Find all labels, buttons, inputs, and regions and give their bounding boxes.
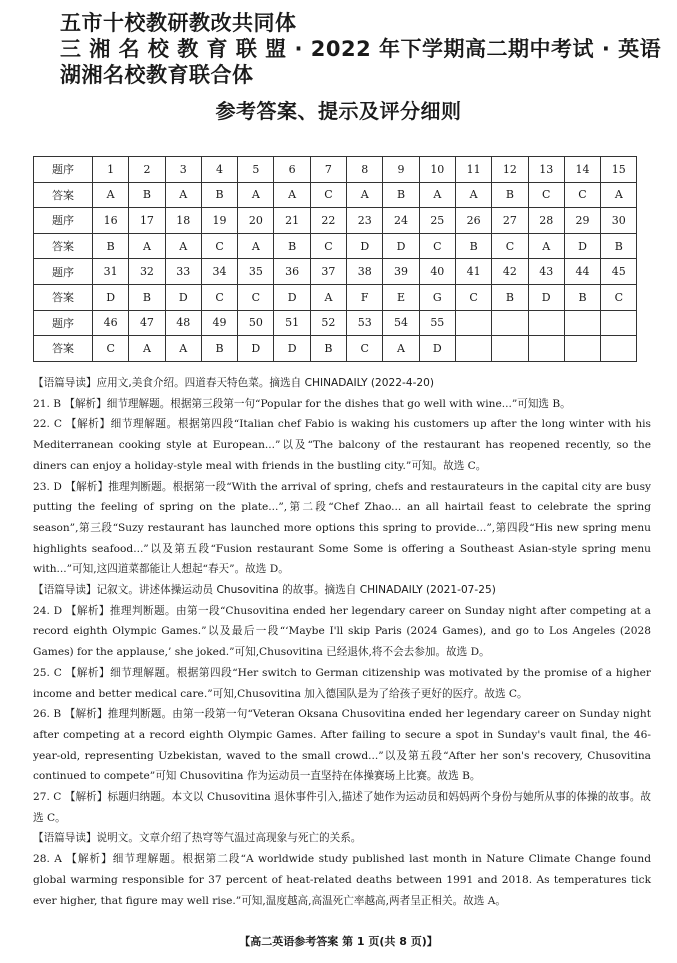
table-cell: C [528,182,564,208]
table-cell: B [492,182,528,208]
table-cell: 50 [238,310,274,336]
answer-explanation: 24. D 【解析】推理判断题。由第一段“Chusovitina ended her legendary career on Sunday night after competing at a record eighth Olympic Games.”以及最后一段“‘Maybe I'll skip Paris (2024 Games), and go to Los Angeles (2028 Games) for the applause,’ she joked.”可知,Chusovitina 已经退休,将不会去参加。故选 D。 [33,604,651,659]
table-cell [601,310,637,336]
table-cell: B [93,233,129,259]
table-cell: 41 [455,259,491,285]
table-cell: 30 [601,208,637,234]
table-cell: D [564,233,600,259]
table-cell: 10 [419,157,455,183]
table-row [34,182,637,208]
table-cell [492,310,528,336]
table-cell: A [165,182,201,208]
table-cell: 18 [165,208,201,234]
page-footer: 【高二英语参考答案 第 1 页(共 8 页)】 [239,935,438,948]
table-cell: A [165,336,201,362]
table-cell: 25 [419,208,455,234]
table-cell: 19 [201,208,237,234]
table-cell: 55 [419,310,455,336]
table-cell [601,336,637,362]
table-cell: 9 [383,157,419,183]
table-cell: 43 [528,259,564,285]
answer-explanation: 25. C 【解析】细节理解题。根据第四段“Her switch to German citizenship was motivated by the promise of a higher income and better medical care.”可知,Chusovitina 加入德国队是为了给孩子更好的医疗。故选 C。 [33,666,651,700]
table-cell: 44 [564,259,600,285]
table-cell: 37 [310,259,346,285]
table-cell: A [310,284,346,310]
table-cell: 29 [564,208,600,234]
table-cell: 53 [347,310,383,336]
table-cell: 13 [528,157,564,183]
table-cell: 42 [492,259,528,285]
table-cell: A [238,182,274,208]
table-cell: A [93,182,129,208]
table-cell: C [310,182,346,208]
header-line-2: 三 湘 名 校 教 育 联 盟 · 2022 年下学期高二期中考试 · 英语 [60,37,662,61]
table-cell: 48 [165,310,201,336]
table-cell: A [455,182,491,208]
table-cell: A [347,182,383,208]
table-cell: F [347,284,383,310]
row-label: 题序 [34,157,93,183]
table-cell: 39 [383,259,419,285]
answer-explanation: 27. C 【解析】标题归纳题。本文以 Chusovitina 退休事件引入,描述了她作为运动员和妈妈两个身份与她所从事的体操的故事。故选 C。 [33,791,651,824]
explanations [33,373,651,911]
table-cell: 32 [129,259,165,285]
table-cell: D [419,336,455,362]
row-label: 题序 [34,259,93,285]
table-cell: C [93,336,129,362]
table-cell: 26 [455,208,491,234]
table-cell: D [274,336,310,362]
table-cell: 14 [564,157,600,183]
table-cell: 46 [93,310,129,336]
table-cell [528,310,564,336]
table-cell [492,336,528,362]
table-cell: 8 [347,157,383,183]
table-cell: A [238,233,274,259]
table-cell: C [201,233,237,259]
table-cell: D [528,284,564,310]
table-cell: 11 [455,157,491,183]
table-cell: 15 [601,157,637,183]
page-subtitle: 参考答案、提示及评分细则 [215,99,462,123]
table-cell [528,336,564,362]
table-cell: 38 [347,259,383,285]
table-cell: 5 [238,157,274,183]
table-cell: C [238,284,274,310]
table-cell: 16 [93,208,129,234]
table-cell: B [129,182,165,208]
table-cell: B [129,284,165,310]
table-cell: B [383,182,419,208]
table-cell: D [274,284,310,310]
table-cell: B [455,233,491,259]
table-cell: C [564,182,600,208]
row-label: 答案 [34,336,93,362]
row-label: 答案 [34,284,93,310]
passage-intro: 【语篇导读】说明文。文章介绍了热穹等气温过高现象与死亡的关系。 [33,832,362,845]
row-label: 答案 [34,182,93,208]
table-cell: C [601,284,637,310]
table-cell: 24 [383,208,419,234]
table-cell: A [129,233,165,259]
table-cell: D [347,233,383,259]
table-cell: A [528,233,564,259]
table-cell: 35 [238,259,274,285]
table-cell: 28 [528,208,564,234]
table-cell: G [419,284,455,310]
table-cell: C [310,233,346,259]
table-cell: A [383,336,419,362]
table-cell: 49 [201,310,237,336]
table-cell: D [93,284,129,310]
table-row [34,336,637,362]
table-cell: 33 [165,259,201,285]
passage-intro: 【语篇导读】应用文,美食介绍。四道春天特色菜。摘选自 CHINADAILY (2022-4-20) [33,377,435,389]
answer-explanation: 21. B 【解析】细节理解题。根据第三段第一句“Popular for the dishes that go well with wine...”可知选 B。 [33,397,571,410]
table-row [34,208,637,234]
answer-explanation: 26. B 【解析】推理判断题。由第一段第一句“Veteran Oksana Chusovitina ended her legendary career on Sunday night after competing at a record eighth Olympic Games. After failing to secure a spot in Sunday's vault final, the 46-year-old, representing Uzbekistan, waved to the small crowd...”以及第五段“After her son's recovery, Chusovitina continued to compete”可知 Chusovitina 作为运动员一直坚持在体操赛场上比赛。故选 B。 [33,708,651,783]
table-row [34,259,637,285]
table-cell [455,336,491,362]
table-cell: B [201,336,237,362]
table-cell: A [601,182,637,208]
table-cell: 1 [93,157,129,183]
table-cell: C [419,233,455,259]
table-cell: 51 [274,310,310,336]
table-cell: A [129,336,165,362]
table-cell: 23 [347,208,383,234]
table-cell: 52 [310,310,346,336]
answer-explanation: 28. A 【解析】细节理解题。根据第二段“A worldwide study published last month in Nature Climate Change found global warming responsible for 37 percent of heat-related deaths between 1991 and 2018. As temperatures tick ever higher, that figure may well rise.”可知,温度越高,高温死亡率越高,两者呈正相关。故选 A。 [33,853,651,907]
table-cell: 54 [383,310,419,336]
table-cell: B [601,233,637,259]
table-cell: 22 [310,208,346,234]
table-cell: D [238,336,274,362]
table-cell: A [419,182,455,208]
table-cell: D [383,233,419,259]
table-cell: 21 [274,208,310,234]
table-cell: 17 [129,208,165,234]
table-cell: D [165,284,201,310]
table-row [34,310,637,336]
table-cell: B [310,336,346,362]
table-cell: B [564,284,600,310]
table-cell: 45 [601,259,637,285]
table-cell: 20 [238,208,274,234]
passage-intro: 【语篇导读】记叙文。讲述体操运动员 Chusovitina 的故事。摘选自 CHINADAILY (2021-07-25) [33,584,496,597]
table-cell: B [274,233,310,259]
table-cell: 12 [492,157,528,183]
table-cell: 31 [93,259,129,285]
table-cell: 6 [274,157,310,183]
table-cell: A [165,233,201,259]
header-line-1: 五市十校教研教改共同体 [60,11,297,35]
table-row [34,233,637,259]
table-row [34,284,637,310]
table-cell: C [492,233,528,259]
row-label: 题序 [34,208,93,234]
answer-explanation: 23. D 【解析】推理判断题。根据第一段“With the arrival of spring, chefs and restaurateurs in the capital city are busy putting the feeling of spring on the plate...”,第二段“Chef Zhao... an all hairtail feast to celebrate the spring season”,第三段“Suzy restaurant has launched more options this spring to provide...”,第四段“His new spring menu highlights seafood...”以及第五段“Fusion restaurant Some Some is offering a Southeast Asian-style spring menu with...”可知,这四道菜都能让人想起“春天”。故选 D。 [33,480,651,576]
table-cell: 47 [129,310,165,336]
row-label: 题序 [34,310,93,336]
table-cell [564,336,600,362]
table-cell [455,310,491,336]
answer-explanation: 22. C 【解析】细节理解题。根据第四段“Italian chef Fabio is waking his customers up after the long winter with his Mediterranean cooking style at European...”以及“The balcony of the restaurant has reopened recently, so the diners can enjoy a holiday-style meal with friends in the bustling city.”可知。故选 C。 [33,418,651,472]
table-cell: 7 [310,157,346,183]
table-cell: 2 [129,157,165,183]
table-row [34,157,637,183]
table-cell: 3 [165,157,201,183]
table-cell: 4 [201,157,237,183]
table-cell: A [274,182,310,208]
answer-table [33,156,637,362]
table-cell: C [201,284,237,310]
row-label: 答案 [34,233,93,259]
table-cell: C [347,336,383,362]
table-cell: E [383,284,419,310]
table-cell: 27 [492,208,528,234]
table-cell: 36 [274,259,310,285]
table-cell: 34 [201,259,237,285]
header-line-3: 湖湘名校教育联合体 [60,63,254,87]
table-cell: 40 [419,259,455,285]
table-cell: B [492,284,528,310]
table-cell: C [455,284,491,310]
table-cell: B [201,182,237,208]
table-cell [564,310,600,336]
